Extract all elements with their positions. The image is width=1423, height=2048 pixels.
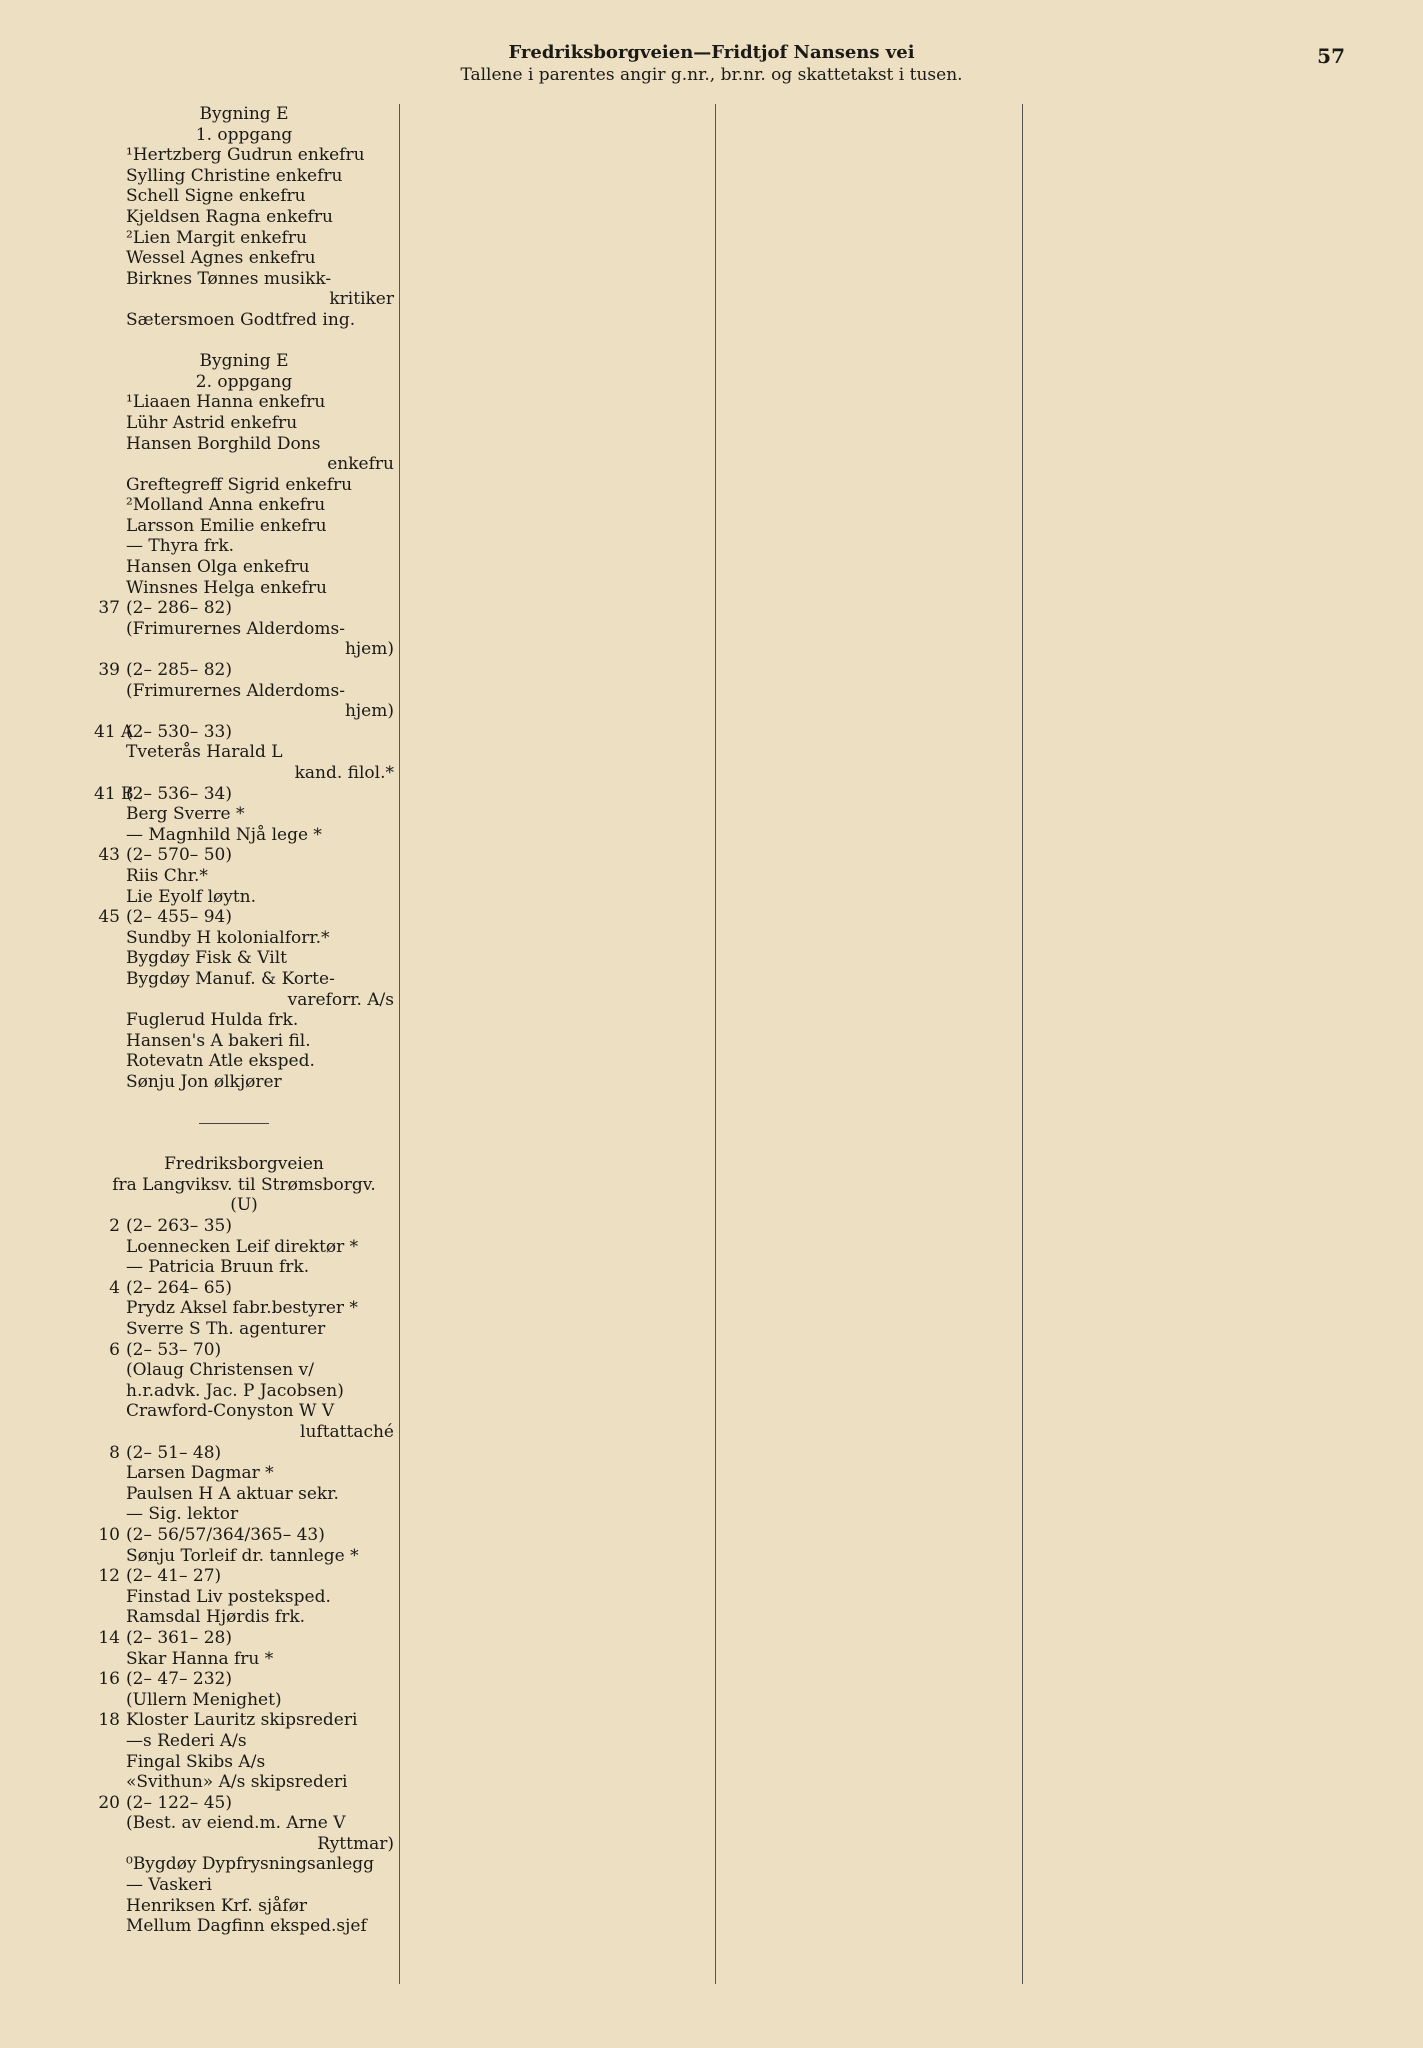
- directory-entry: [94, 866, 394, 887]
- section-heading: [94, 125, 394, 146]
- entry-text: Fuglerud Hulda frk.: [126, 1010, 299, 1031]
- directory-entry: [94, 1834, 394, 1855]
- directory-entry: [94, 1710, 394, 1731]
- entry-text: ²Lien Margit enkefru: [126, 227, 307, 248]
- column-1: [94, 104, 394, 2024]
- house-number: 12: [98, 1566, 120, 1587]
- entry-text: Winsnes Helga enkefru: [126, 577, 327, 598]
- entry-text: Sundby H kolonialforr.*: [126, 927, 330, 948]
- column-divider: [399, 104, 400, 1984]
- entry-text: (Frimurernes Alderdoms-: [126, 680, 345, 701]
- house-number: 18: [98, 1710, 120, 1731]
- entry-text: Hansen Borghild Dons: [126, 433, 321, 454]
- entry-text: Finstad Liv posteksped.: [126, 1586, 331, 1607]
- directory-entry: [94, 145, 394, 166]
- directory-entry: [94, 166, 394, 187]
- entry-text: Fredriksborgveien: [164, 1154, 324, 1175]
- directory-entry: [94, 1237, 394, 1258]
- directory-entry: [94, 1752, 394, 1773]
- house-number: 43: [98, 845, 120, 866]
- entry-text: hjem): [344, 701, 394, 722]
- entry-text: ²Molland Anna enkefru: [126, 495, 326, 516]
- directory-entry: [94, 1793, 394, 1814]
- directory-entry: [94, 1319, 394, 1340]
- directory-entry: [94, 392, 394, 413]
- directory-entry: [94, 1916, 394, 1937]
- directory-entry: [94, 887, 394, 908]
- section-heading: [94, 1154, 394, 1175]
- entry-text: Rotevatn Atle eksped.: [126, 1051, 315, 1072]
- entry-text: ¹Hertzberg Gudrun enkefru: [126, 145, 365, 166]
- directory-entry: [94, 186, 394, 207]
- entry-text: ⁰Bygdøy Dypfrysningsanlegg: [126, 1854, 375, 1875]
- entry-text: Larsen Dagmar *: [126, 1463, 274, 1484]
- entry-text: Henriksen Krf. sjåfør: [126, 1895, 307, 1916]
- directory-entry: [94, 578, 394, 599]
- entry-text: Sylling Christine enkefru: [126, 165, 343, 186]
- directory-entry: [94, 1772, 394, 1793]
- entry-text: «Svithun» A/s skipsrederi: [126, 1772, 348, 1793]
- directory-entry: [94, 990, 394, 1011]
- entry-text: Skar Hanna fru *: [126, 1648, 274, 1669]
- directory-entry: [94, 434, 394, 455]
- entry-text: Sætersmoen Godtfred ing.: [126, 309, 356, 330]
- directory-entry: [94, 1607, 394, 1628]
- directory-entry: [94, 516, 394, 537]
- entry-text: — Magnhild Njå lege *: [126, 824, 322, 845]
- entry-text: (2– 361– 28): [126, 1627, 232, 1648]
- directory-entry: [94, 1504, 394, 1525]
- entry-text: (2– 41– 27): [126, 1566, 222, 1587]
- house-number: 2: [109, 1216, 120, 1237]
- directory-entry: [94, 289, 394, 310]
- entry-text: (U): [230, 1195, 258, 1216]
- directory-entry: [94, 1566, 394, 1587]
- entry-text: Mellum Dagfinn eksped.sjef: [126, 1916, 367, 1937]
- entry-text: (Frimurernes Alderdoms-: [126, 618, 345, 639]
- directory-entry: [94, 1587, 394, 1608]
- house-number: 14: [98, 1627, 120, 1648]
- house-number: 37: [98, 598, 120, 619]
- section-heading: [94, 372, 394, 393]
- directory-entry: [94, 639, 394, 660]
- entry-text: (2– 51– 48): [126, 1442, 222, 1463]
- entry-text: Wessel Agnes enkefru: [126, 248, 316, 269]
- section-heading: [94, 104, 394, 125]
- entry-text: Hansen's A bakeri fil.: [126, 1030, 311, 1051]
- directory-entry: [94, 1546, 394, 1567]
- entry-text: Larsson Emilie enkefru: [126, 515, 327, 536]
- directory-entry: [94, 1340, 394, 1361]
- section-divider: [94, 1113, 394, 1134]
- entry-text: (2– 263– 35): [126, 1216, 232, 1237]
- directory-entry: [94, 804, 394, 825]
- directory-entry: [94, 536, 394, 557]
- directory-entry: [94, 1278, 394, 1299]
- directory-entry: [94, 598, 394, 619]
- entry-text: Ramsdal Hjørdis frk.: [126, 1607, 306, 1628]
- entry-text: Sønju Jon ølkjører: [126, 1071, 282, 1092]
- house-number: 45: [98, 907, 120, 928]
- directory-entry: [94, 495, 394, 516]
- entry-text: ¹Liaaen Hanna enkefru: [126, 392, 326, 413]
- entry-text: (2– 530– 33): [126, 721, 232, 742]
- entry-text: (Best. av eiend.m. Arne V: [126, 1813, 346, 1834]
- page-header: [0, 42, 1423, 86]
- directory-entry: [94, 1360, 394, 1381]
- directory-entry: [94, 660, 394, 681]
- section-heading: [94, 1175, 394, 1196]
- directory-entry: [94, 1875, 394, 1896]
- directory-entry: [94, 928, 394, 949]
- house-number: 8: [109, 1442, 120, 1463]
- directory-entry: [94, 1381, 394, 1402]
- directory-entry: [94, 722, 394, 743]
- directory-entry: [94, 1813, 394, 1834]
- directory-entry: [94, 845, 394, 866]
- directory-entry: [94, 1669, 394, 1690]
- entry-text: Schell Signe enkefru: [126, 186, 306, 207]
- entry-text: Lühr Astrid enkefru: [126, 412, 298, 433]
- entry-text: luftattaché: [300, 1422, 394, 1442]
- directory-entry: [94, 1854, 394, 1875]
- directory-entry: [94, 248, 394, 269]
- entry-text: (2– 53– 70): [126, 1339, 222, 1360]
- directory-entry: [94, 413, 394, 434]
- entry-text: (2– 570– 50): [126, 845, 232, 866]
- entry-text: (2– 455– 94): [126, 907, 232, 928]
- entry-text: Bygning E: [199, 104, 289, 124]
- entry-text: Riis Chr.*: [126, 865, 208, 886]
- house-number: 20: [98, 1792, 120, 1813]
- house-number: 10: [98, 1524, 120, 1545]
- entry-text: 2. oppgang: [195, 371, 293, 392]
- spacer: [94, 1093, 394, 1114]
- spacer: [94, 1134, 394, 1155]
- section-heading: [94, 1195, 394, 1216]
- house-number: 6: [109, 1339, 120, 1360]
- entry-text: Prydz Aksel fabr.bestyrer *: [126, 1298, 358, 1319]
- entry-text: Kjeldsen Ragna enkefru: [126, 206, 333, 227]
- directory-entry: [94, 557, 394, 578]
- directory-entry: [94, 1010, 394, 1031]
- entry-text: (Ullern Menighet): [126, 1689, 282, 1710]
- entry-text: Greftegreff Sigrid enkefru: [126, 474, 353, 495]
- house-number: 41 A: [94, 721, 134, 742]
- spacer: [94, 331, 394, 352]
- house-number: 41 B: [94, 783, 134, 804]
- house-number: 16: [98, 1669, 120, 1690]
- directory-entry: [94, 1731, 394, 1752]
- entry-text: Bygning E: [199, 351, 289, 372]
- section-heading: [94, 351, 394, 372]
- directory-entry: [94, 1896, 394, 1917]
- entry-text: (2– 286– 82): [126, 598, 232, 619]
- directory-entry: [94, 742, 394, 763]
- entry-text: Sønju Torleif dr. tannlege *: [126, 1545, 359, 1566]
- entry-text: (2– 285– 82): [126, 660, 232, 681]
- column-divider: [715, 104, 716, 1984]
- directory-entry: [94, 1690, 394, 1711]
- directory-entry: [94, 269, 394, 290]
- directory-entry: [94, 763, 394, 784]
- directory-entry: [94, 907, 394, 928]
- directory-entry: [94, 310, 394, 331]
- directory-entry: [94, 1257, 394, 1278]
- entry-text: (2– 536– 34): [126, 783, 232, 804]
- entry-text: fra Langviksv. til Strømsborgv.: [112, 1174, 376, 1195]
- directory-entry: [94, 1051, 394, 1072]
- directory-entry: [94, 619, 394, 640]
- directory-entry: [94, 1072, 394, 1093]
- entry-text: 1. oppgang: [195, 124, 293, 145]
- entry-text: Lie Eyolf løytn.: [126, 886, 257, 907]
- entry-text: Fingal Skibs A/s: [126, 1751, 266, 1772]
- entry-text: Tveterås Harald L: [126, 742, 283, 763]
- entry-text: Bygdøy Fisk & Vilt: [126, 948, 287, 969]
- entry-text: enkefru: [327, 454, 394, 475]
- directory-entry: [94, 1628, 394, 1649]
- entry-text: (Olaug Christensen v/: [126, 1360, 314, 1381]
- directory-entry: [94, 207, 394, 228]
- directory-entry: [94, 1484, 394, 1505]
- entry-text: Bygdøy Manuf. & Korte-: [126, 968, 335, 989]
- entry-text: (2– 47– 232): [126, 1669, 232, 1690]
- directory-entry: [94, 1031, 394, 1052]
- entry-text: — Vaskeri: [126, 1875, 212, 1896]
- directory-entry: [94, 454, 394, 475]
- entry-text: h.r.advk. Jac. P Jacobsen): [126, 1380, 344, 1401]
- entry-text: Berg Sverre *: [126, 804, 245, 825]
- entry-text: (2– 56/57/364/365– 43): [126, 1524, 325, 1545]
- entry-text: Crawford-Conyston W V: [126, 1401, 335, 1422]
- entry-text: hjem): [344, 639, 394, 660]
- directory-entry: [94, 784, 394, 805]
- entry-text: vareforr. A/s: [287, 989, 394, 1010]
- house-number: 39: [98, 660, 120, 681]
- entry-text: Ryttmar): [317, 1833, 394, 1854]
- entry-text: —s Rederi A/s: [126, 1730, 247, 1751]
- page-number: 57: [1317, 44, 1345, 68]
- directory-entry: [94, 969, 394, 990]
- entry-text: Kloster Lauritz skipsrederi: [126, 1710, 358, 1731]
- directory-entry: [94, 948, 394, 969]
- directory-entry: [94, 1422, 394, 1443]
- directory-entry: [94, 228, 394, 249]
- entry-text: Birknes Tønnes musikk-: [126, 268, 332, 289]
- entry-text: Hansen Olga enkefru: [126, 557, 310, 578]
- directory-entry: [94, 1216, 394, 1237]
- entry-text: — Patricia Bruun frk.: [126, 1257, 310, 1278]
- entry-text: Sverre S Th. agenturer: [126, 1319, 326, 1340]
- entry-text: (2– 264– 65): [126, 1277, 232, 1298]
- directory-entry: [94, 1525, 394, 1546]
- entry-text: (2– 122– 45): [126, 1792, 232, 1813]
- directory-entry: [94, 1401, 394, 1422]
- directory-entry: [94, 1443, 394, 1464]
- directory-entry: [94, 681, 394, 702]
- page-title: Fredriksborgveien—Fridtjof Nansens vei: [508, 42, 915, 63]
- directory-entry: [94, 475, 394, 496]
- directory-entry: [94, 1298, 394, 1319]
- entry-text: — Sig. lektor: [126, 1504, 239, 1525]
- column-divider: [1022, 104, 1023, 1984]
- directory-entry: [94, 825, 394, 846]
- directory-entry: [94, 1463, 394, 1484]
- entry-text: kand. filol.*: [294, 763, 394, 783]
- directory-entry: [94, 701, 394, 722]
- house-number: 4: [109, 1277, 120, 1298]
- entry-text: Paulsen H A aktuar sekr.: [126, 1483, 339, 1504]
- directory-entry: [94, 1649, 394, 1670]
- entry-text: Loennecken Leif direktør *: [126, 1236, 359, 1257]
- entry-text: kritiker: [329, 289, 394, 310]
- page-subtitle: Tallene i parentes angir g.nr., br.nr. og skattetakst i tusen.: [460, 65, 963, 85]
- entry-text: — Thyra frk.: [126, 536, 235, 557]
